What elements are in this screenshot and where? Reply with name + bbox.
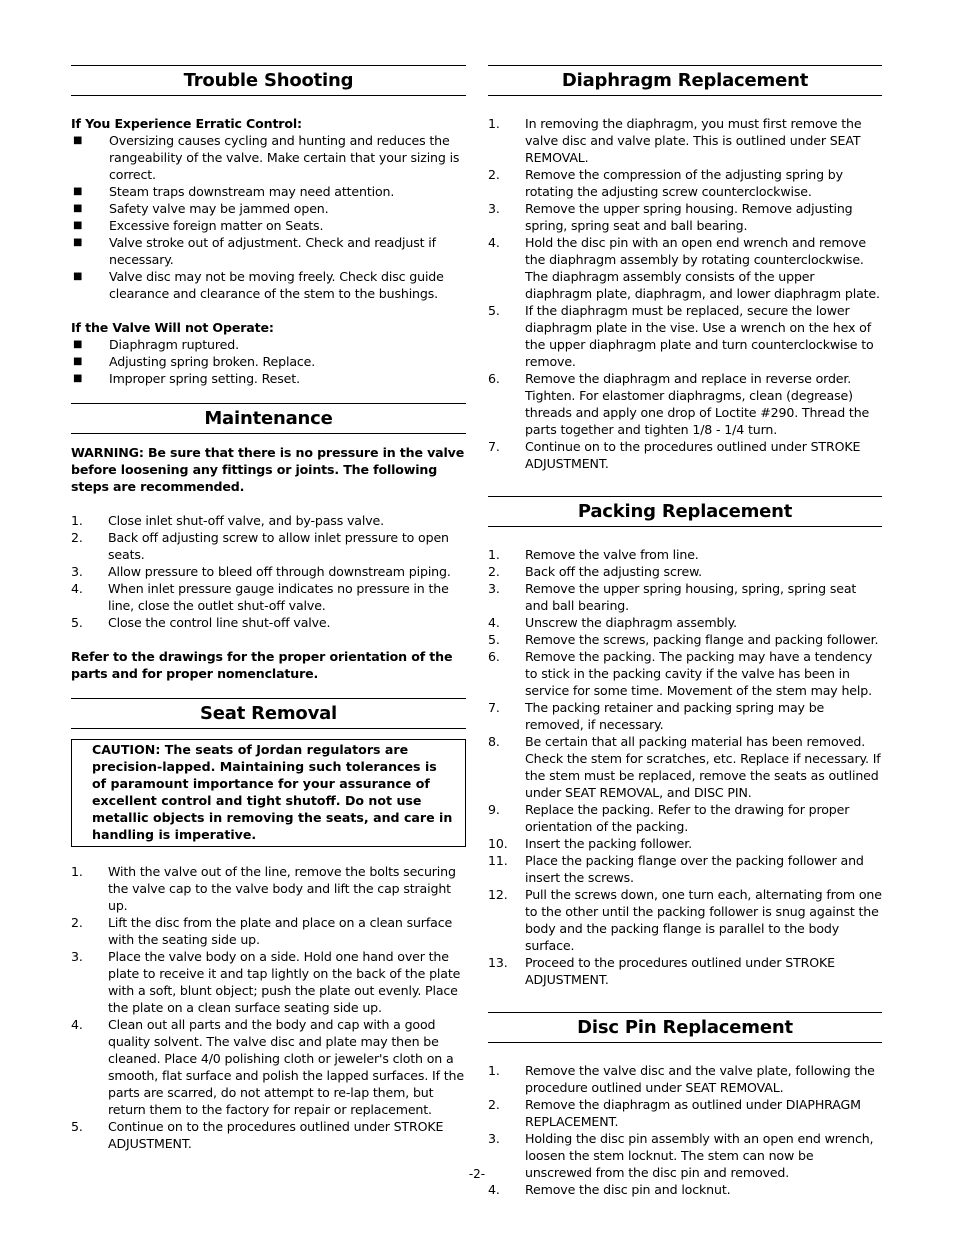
trouble-shooting-title: Trouble Shooting xyxy=(71,65,466,96)
bullet-icon: ■ xyxy=(73,339,83,350)
list-item: 7. Continue on to the procedures outlined under STROKE ADJUSTMENT. xyxy=(488,439,861,471)
list-item: 4. Hold the disc pin with an open end wrench and remove the diaphragm assembly by rotating counterclockwise. The diaphragm assembly consists of the upper diaphragm plate, diaphragm, and lower diaphragm plate. xyxy=(488,235,880,301)
list-item: 5. Close the control line shut-off valve. xyxy=(71,615,331,630)
caution-box: CAUTION: The seats of Jordan regulators are precision-lapped. Maintaining such tolerances is of paramount importance for your assurance of excellent control and tight shutoff. Do not use metallic objects in removing the seats, and care in handling is imperative. xyxy=(71,739,466,847)
list-item: 6. Remove the diaphragm and replace in reverse order. Tighten. For elastomer diaphragms, clean (degrease) threads and apply one drop of Loctite #290. Thread the parts together and tighten 1/8 - 1/4 turn. xyxy=(488,371,870,437)
bullet-icon: ■ xyxy=(73,220,83,231)
list-item: 6. Remove the packing. The packing may have a tendency to stick in the packing cavity if the valve has been in service for some time. Movement of the stem may help. xyxy=(488,649,873,698)
maintenance-body xyxy=(71,444,466,682)
right-column xyxy=(488,65,882,1198)
erratic-control-heading: If You Experience Erratic Control: xyxy=(71,116,302,131)
list-item: ■ Valve disc may not be moving freely. Check disc guide clearance and clearance of the stem to the bushings. xyxy=(73,269,444,301)
list-item: 1. Remove the valve from line. xyxy=(488,547,699,562)
list-item: 5. Remove the screws, packing flange and packing follower. xyxy=(488,632,879,647)
packing-replacement-steps xyxy=(488,546,882,988)
list-item: ■ Oversizing causes cycling and hunting and reduces the rangeability of the valve. Make certain that your sizing is correct. xyxy=(73,133,460,182)
list-item: 3. Holding the disc pin assembly with an open end wrench, loosen the stem locknut. The stem can now be unscrewed from the disc pin and removed. xyxy=(488,1131,874,1180)
diaphragm-replacement-steps xyxy=(488,115,882,472)
list-item: 3. Allow pressure to bleed off through downstream piping. xyxy=(71,564,451,579)
list-item: 11. Place the packing flange over the packing follower and insert the screws. xyxy=(488,853,864,885)
bullet-icon: ■ xyxy=(73,356,83,367)
bullet-icon: ■ xyxy=(73,186,83,197)
page-number: -2- xyxy=(468,1167,486,1181)
left-column xyxy=(71,65,466,1152)
list-item: ■ Improper spring setting. Reset. xyxy=(73,371,300,386)
list-item: 2. Remove the diaphragm as outlined under DIAPHRAGM REPLACEMENT. xyxy=(488,1097,861,1129)
list-item: 10. Insert the packing follower. xyxy=(488,836,692,851)
list-item: 5. Continue on to the procedures outlined under STROKE ADJUSTMENT. xyxy=(71,1119,444,1151)
trouble-shooting-body xyxy=(71,115,466,387)
maintenance-title: Maintenance xyxy=(71,403,466,434)
list-item: 4. Unscrew the diaphragm assembly. xyxy=(488,615,738,630)
disc-pin-replacement-title: Disc Pin Replacement xyxy=(488,1012,882,1043)
list-item: ■ Valve stroke out of adjustment. Check and readjust if necessary. xyxy=(73,235,436,267)
list-item: 3. Place the valve body on a side. Hold one hand over the plate to receive it and tap lightly on the back of the plate with a soft, blunt object; push the plate out evenly. Place the plate on a clean surface seating side up. xyxy=(71,949,461,1015)
bullet-icon: ■ xyxy=(73,271,83,282)
list-item: ■ Excessive foreign matter on Seats. xyxy=(73,218,324,233)
bullet-icon: ■ xyxy=(73,135,83,146)
list-item: ■ Diaphragm ruptured. xyxy=(73,337,239,352)
seat-removal-title: Seat Removal xyxy=(71,698,466,729)
not-operate-list xyxy=(71,336,466,387)
list-item: 1. In removing the diaphragm, you must first remove the valve disc and valve plate. This is outlined under SEAT REMOVAL. xyxy=(488,116,862,165)
maintenance-steps xyxy=(71,512,466,631)
diaphragm-replacement-title: Diaphragm Replacement xyxy=(488,65,882,96)
erratic-control-list xyxy=(71,132,466,302)
list-item: 2. Remove the compression of the adjusting spring by rotating the adjusting screw counterclockwise. xyxy=(488,167,843,199)
list-item: 1. With the valve out of the line, remove the bolts securing the valve cap to the valve body and lift the cap straight up. xyxy=(71,864,456,913)
list-item: 4. Remove the disc pin and locknut. xyxy=(488,1182,731,1197)
list-item: ■ Safety valve may be jammed open. xyxy=(73,201,329,216)
list-item: ■ Adjusting spring broken. Replace. xyxy=(73,354,316,369)
list-item: 4. Clean out all parts and the body and cap with a good quality solvent. The valve disc and plate may then be cleaned. Place 4/0 polishing cloth or jeweler's cloth on a smooth, flat surface and polish the lapped surfaces. If the parts are scarred, do not attempt to re-lap them, but return them to the factory for repair or replacement. xyxy=(71,1017,464,1117)
list-item: 7. The packing retainer and packing spring may be removed, if necessary. xyxy=(488,700,825,732)
list-item: 1. Remove the valve disc and the valve plate, following the procedure outlined under SEAT REMOVAL. xyxy=(488,1063,875,1095)
list-item: 2. Back off the adjusting screw. xyxy=(488,564,702,579)
maintenance-note: Refer to the drawings for the proper orientation of the parts and for proper nomenclature. xyxy=(71,649,453,681)
not-operate-heading: If the Valve Will not Operate: xyxy=(71,320,274,335)
list-item: 4. When inlet pressure gauge indicates no pressure in the line, close the outlet shut-off valve. xyxy=(71,581,449,613)
bullet-icon: ■ xyxy=(73,237,83,248)
packing-replacement-title: Packing Replacement xyxy=(488,496,882,527)
bullet-icon: ■ xyxy=(73,203,83,214)
list-item: 2. Lift the disc from the plate and place on a clean surface with the seating side up. xyxy=(71,915,453,947)
list-item: ■ Steam traps downstream may need attention. xyxy=(73,184,395,199)
list-item: 5. If the diaphragm must be replaced, secure the lower diaphragm plate in the vise. Use a wrench on the hex of the upper diaphragm plate and turn counterclockwise to remove. xyxy=(488,303,874,369)
list-item: 8. Be certain that all packing material has been removed. Check the stem for scratches, etc. Replace if necessary. If the stem must be replaced, remove the seats as outlined under SEAT REMOVAL, and DISC PIN. xyxy=(488,734,881,800)
list-item: 13. Proceed to the procedures outlined under STROKE ADJUSTMENT. xyxy=(488,955,835,987)
list-item: 12. Pull the screws down, one turn each, alternating from one to the other until the packing follower is snug against the body and the packing flange is parallel to the body surface. xyxy=(488,887,882,953)
seat-removal-steps xyxy=(71,863,466,1152)
bullet-icon: ■ xyxy=(73,373,83,384)
list-item: 2. Back off adjusting screw to allow inlet pressure to open seats. xyxy=(71,530,449,562)
list-item: 3. Remove the upper spring housing, spring, spring seat and ball bearing. xyxy=(488,581,857,613)
maintenance-warning: WARNING: Be sure that there is no pressure in the valve before loosening any fittings or joints. The following steps are recommended. xyxy=(71,445,465,494)
list-item: 9. Replace the packing. Refer to the drawing for proper orientation of the packing. xyxy=(488,802,850,834)
list-item: 1. Close inlet shut-off valve, and by-pass valve. xyxy=(71,513,384,528)
list-item: 3. Remove the upper spring housing. Remove adjusting spring, spring seat and ball bearing. xyxy=(488,201,853,233)
